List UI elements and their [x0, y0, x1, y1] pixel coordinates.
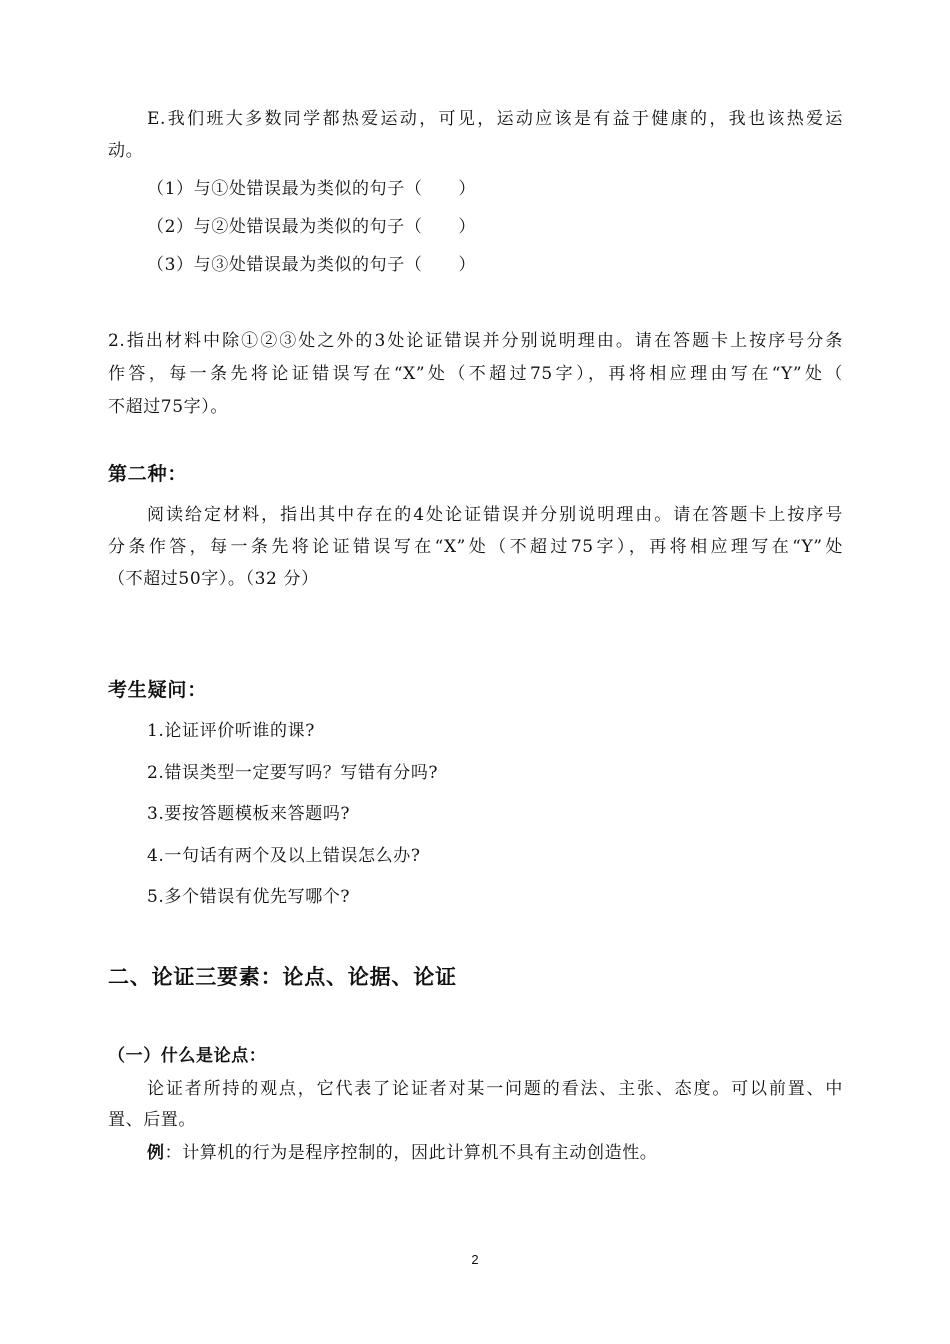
sub-question-2-prefix: （2）与②处错误最为类似的句子（: [147, 217, 423, 237]
sub-question-1-suffix: ）: [458, 179, 477, 199]
section-2-heading: 二、论证三要素：论点、论据、论证: [108, 965, 457, 989]
candidate-question-item: 1.论证评价听谁的课?: [147, 721, 315, 741]
sub-question-2: [147, 216, 476, 238]
section-2-sub-heading: （一）什么是论点：: [108, 1046, 267, 1066]
example-label: 例: [147, 1143, 165, 1163]
sub-question-3-suffix: ）: [458, 255, 477, 275]
sub-question-1: [147, 178, 476, 200]
question-2-line-2: 作答，每一条先将论证错误写在“X”处（不超过75字），再将相应理由写在“Y”处（: [108, 364, 843, 384]
second-type-heading: 第二种：: [108, 463, 188, 485]
example-text: ：计算机的行为是程序控制的，因此计算机不具有主动创造性。: [164, 1143, 658, 1163]
page-number: 2: [471, 1252, 479, 1267]
question-2-line-1: 2.指出材料中除①②③处之外的3处论证错误并分别说明理由。请在答题卡上按序号分条: [108, 331, 843, 351]
section-2-para-line-2: 置、后置。: [108, 1110, 196, 1130]
sub-question-1-prefix: （1）与①处错误最为类似的句子（: [147, 179, 423, 199]
candidate-question-item: 2.错误类型一定要写吗？写错有分吗?: [147, 763, 439, 783]
candidate-questions-heading: 考生疑问：: [108, 679, 208, 701]
option-e-line-2: 动。: [108, 141, 144, 161]
second-type-line-3: （不超过50字）。（32 分）: [108, 569, 319, 589]
candidate-question-item: 3.要按答题模板来答题吗?: [147, 804, 351, 824]
second-type-line-1: 阅读给定材料，指出其中存在的4处论证错误并分别说明理由。请在答题卡上按序号: [147, 505, 843, 525]
sub-question-3-prefix: （3）与③处错误最为类似的句子（: [147, 255, 423, 275]
second-type-line-2: 分条作答，每一条先将论证错误写在“X”处（不超过75字），再将相应理写在“Y”处: [108, 537, 843, 557]
section-2-para-line-1: 论证者所持的观点，它代表了论证者对某一问题的看法、主张、态度。可以前置、中: [147, 1079, 843, 1099]
candidate-question-item: 4.一句话有两个及以上错误怎么办?: [147, 846, 421, 866]
sub-question-2-suffix: ）: [458, 217, 477, 237]
example-line: [147, 1142, 657, 1164]
question-2-line-3: 不超过75字）。: [108, 397, 228, 417]
candidate-question-item: 5.多个错误有优先写哪个?: [147, 887, 351, 907]
sub-question-3: [147, 254, 476, 276]
option-e-line-1: E.我们班大多数同学都热爱运动，可见，运动应该是有益于健康的，我也该热爱运: [147, 109, 843, 129]
